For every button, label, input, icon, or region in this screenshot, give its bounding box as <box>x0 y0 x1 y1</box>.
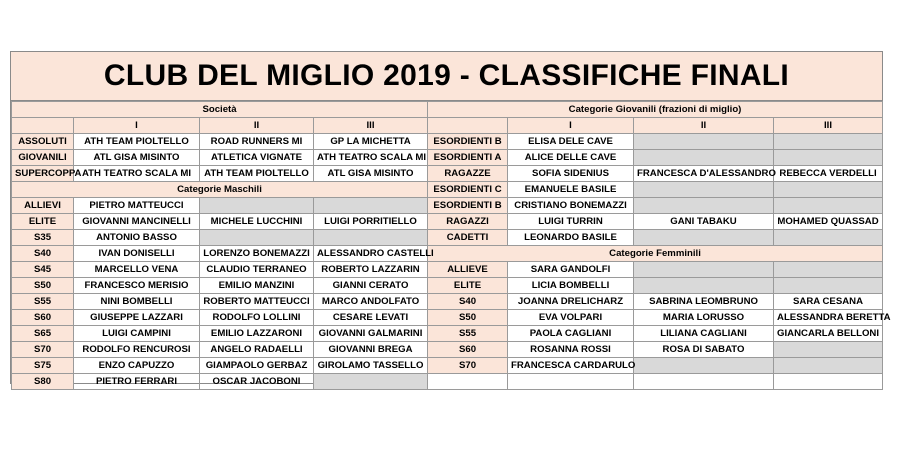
category-label: S70 <box>12 342 74 358</box>
result-cell: REBECCA VERDELLI <box>774 166 883 182</box>
result-cell: CESARE LEVATI <box>314 310 428 326</box>
result-cell: GP LA MICHETTA <box>314 134 428 150</box>
result-cell: GIANNI CERATO <box>314 278 428 294</box>
result-cell: MICHELE LUCCHINI <box>200 214 314 230</box>
category-label: CADETTI <box>428 230 508 246</box>
empty-cell <box>634 150 774 166</box>
result-cell: GIROLAMO TASSELLO <box>314 358 428 374</box>
blank-cell <box>634 374 774 390</box>
result-cell: ROBERTO LAZZARIN <box>314 262 428 278</box>
empty-cell <box>774 230 883 246</box>
left-col-header: I <box>74 118 200 134</box>
category-label: RAGAZZI <box>428 214 508 230</box>
result-cell: RODOLFO LOLLINI <box>200 310 314 326</box>
grid-row <box>12 134 883 150</box>
result-cell: ROAD RUNNERS MI <box>200 134 314 150</box>
result-cell: LUIGI CAMPINI <box>74 326 200 342</box>
result-cell: ROSANNA ROSSI <box>508 342 634 358</box>
result-cell: EMANUELE BASILE <box>508 182 634 198</box>
grid-row <box>12 118 883 134</box>
left-col-header: III <box>314 118 428 134</box>
grid-row <box>12 326 883 342</box>
result-cell: ATL GISA MISINTO <box>314 166 428 182</box>
result-cell: GANI TABAKU <box>634 214 774 230</box>
empty-cell <box>634 358 774 374</box>
grid-row <box>12 230 883 246</box>
empty-cell <box>774 262 883 278</box>
empty-cell <box>774 134 883 150</box>
category-label: ELITE <box>428 278 508 294</box>
category-label: S50 <box>428 310 508 326</box>
category-label: S75 <box>12 358 74 374</box>
result-cell: ANGELO RADAELLI <box>200 342 314 358</box>
result-cell: CRISTIANO BONEMAZZI <box>508 198 634 214</box>
result-cell: MARCELLO VENA <box>74 262 200 278</box>
result-cell: SABRINA LEOMBRUNO <box>634 294 774 310</box>
empty-cell <box>314 374 428 390</box>
result-cell: MARCO ANDOLFATO <box>314 294 428 310</box>
grid-row <box>12 246 883 262</box>
grid-row <box>12 150 883 166</box>
result-cell: FRANCESCA D'ALESSANDRO <box>634 166 774 182</box>
result-cell: EVA VOLPARI <box>508 310 634 326</box>
grid-row <box>12 294 883 310</box>
result-cell: RODOLFO RENCUROSI <box>74 342 200 358</box>
category-label: S60 <box>12 310 74 326</box>
category-label: S50 <box>12 278 74 294</box>
empty-cell <box>634 262 774 278</box>
societa-section-header: Società <box>12 102 428 118</box>
result-cell: LEONARDO BASILE <box>508 230 634 246</box>
left-col-header: II <box>200 118 314 134</box>
result-cell: JOANNA DRELICHARZ <box>508 294 634 310</box>
category-label: SUPERCOPPA <box>12 166 74 182</box>
category-label: S40 <box>12 246 74 262</box>
result-cell: ROBERTO MATTEUCCI <box>200 294 314 310</box>
result-cell: CLAUDIO TERRANEO <box>200 262 314 278</box>
empty-cell <box>634 230 774 246</box>
result-cell: GIOVANNI BREGA <box>314 342 428 358</box>
right-col-header: I <box>508 118 634 134</box>
giovanili-section-header: Categorie Giovanili (frazioni di miglio) <box>428 102 883 118</box>
blank-cell <box>774 374 883 390</box>
results-grid <box>11 101 891 390</box>
category-label: GIOVANILI <box>12 150 74 166</box>
grid-row <box>12 358 883 374</box>
category-label: RAGAZZE <box>428 166 508 182</box>
result-cell: OSCAR JACOBONI <box>200 374 314 390</box>
result-cell: PIETRO FERRARI <box>74 374 200 390</box>
result-cell: SOFIA SIDENIUS <box>508 166 634 182</box>
right-col-header: II <box>634 118 774 134</box>
grid-row <box>12 166 883 182</box>
result-cell: ALICE DELLE CAVE <box>508 150 634 166</box>
category-label: S60 <box>428 342 508 358</box>
result-cell: GIANCARLA BELLONI <box>774 326 883 342</box>
category-label: ALLIEVE <box>428 262 508 278</box>
category-label: ESORDIENTI C <box>428 182 508 198</box>
sheet-title: CLUB DEL MIGLIO 2019 - CLASSIFICHE FINALI <box>11 52 882 101</box>
result-cell: EMILIO LAZZARONI <box>200 326 314 342</box>
category-label: ASSOLUTI <box>12 134 74 150</box>
blank-cell <box>428 374 508 390</box>
category-label: S70 <box>428 358 508 374</box>
category-label: S40 <box>428 294 508 310</box>
empty-cell <box>774 278 883 294</box>
result-cell: ALESSANDRA BERETTA <box>774 310 883 326</box>
empty-cell <box>200 230 314 246</box>
right-col-header: III <box>774 118 883 134</box>
result-cell: ELISA DELE CAVE <box>508 134 634 150</box>
empty-cell <box>314 198 428 214</box>
result-cell: GIUSEPPE LAZZARI <box>74 310 200 326</box>
result-cell: GIAMPAOLO GERBAZ <box>200 358 314 374</box>
result-cell: GIOVANNI MANCINELLI <box>74 214 200 230</box>
empty-cell <box>634 182 774 198</box>
result-cell: ENZO CAPUZZO <box>74 358 200 374</box>
empty-cell <box>774 342 883 358</box>
result-cell: ATH TEATRO SCALA MI <box>314 150 428 166</box>
classifiche-sheet <box>10 51 891 387</box>
empty-cell <box>774 182 883 198</box>
grid-row <box>12 214 883 230</box>
corner-cell <box>428 118 508 134</box>
result-cell: LICIA BOMBELLI <box>508 278 634 294</box>
result-cell: ATLETICA VIGNATE <box>200 150 314 166</box>
grid-row <box>12 102 883 118</box>
result-cell: IVAN DONISELLI <box>74 246 200 262</box>
result-cell: ATH TEAM PIOLTELLO <box>200 166 314 182</box>
result-cell: FRANCESCA CARDARULO <box>508 358 634 374</box>
result-cell: LUIGI PORRITIELLO <box>314 214 428 230</box>
category-label: S55 <box>12 294 74 310</box>
result-cell: LILIANA CAGLIANI <box>634 326 774 342</box>
category-label: ELITE <box>12 214 74 230</box>
result-cell: MOHAMED QUASSAD <box>774 214 883 230</box>
result-cell: ATH TEAM PIOLTELLO <box>74 134 200 150</box>
grid-row <box>12 262 883 278</box>
result-cell: ALESSANDRO CASTELLI <box>314 246 428 262</box>
result-cell: ANTONIO BASSO <box>74 230 200 246</box>
result-cell: ATL GISA MISINTO <box>74 150 200 166</box>
grid-row <box>12 278 883 294</box>
result-cell: ATH TEATRO SCALA MI <box>74 166 200 182</box>
result-cell: PIETRO MATTEUCCI <box>74 198 200 214</box>
empty-cell <box>634 134 774 150</box>
empty-cell <box>200 198 314 214</box>
empty-cell <box>774 150 883 166</box>
result-cell: SARA CESANA <box>774 294 883 310</box>
category-label: S80 <box>12 374 74 390</box>
result-cell: PAOLA CAGLIANI <box>508 326 634 342</box>
result-cell: GIOVANNI GALMARINI <box>314 326 428 342</box>
result-cell: EMILIO MANZINI <box>200 278 314 294</box>
grid-row <box>12 342 883 358</box>
femminili-section-header: Categorie Femminili <box>428 246 883 262</box>
category-label: ESORDIENTI B <box>428 134 508 150</box>
category-label: ESORDIENTI B <box>428 198 508 214</box>
empty-cell <box>634 278 774 294</box>
grid-row <box>12 198 883 214</box>
category-label: S45 <box>12 262 74 278</box>
category-label: S65 <box>12 326 74 342</box>
empty-cell <box>634 198 774 214</box>
category-label: ALLIEVI <box>12 198 74 214</box>
category-label: ESORDIENTI A <box>428 150 508 166</box>
result-cell: SARA GANDOLFI <box>508 262 634 278</box>
empty-cell <box>314 230 428 246</box>
grid-row <box>12 374 883 390</box>
empty-cell <box>774 198 883 214</box>
result-cell: ROSA DI SABATO <box>634 342 774 358</box>
grid-row <box>12 182 883 198</box>
result-cell: MARIA LORUSSO <box>634 310 774 326</box>
category-label: S35 <box>12 230 74 246</box>
corner-cell <box>12 118 74 134</box>
empty-cell <box>774 358 883 374</box>
blank-cell <box>508 374 634 390</box>
grid-row <box>12 310 883 326</box>
category-label: S55 <box>428 326 508 342</box>
result-cell: LUIGI TURRIN <box>508 214 634 230</box>
result-cell: FRANCESCO MERISIO <box>74 278 200 294</box>
result-cell: NINI BOMBELLI <box>74 294 200 310</box>
maschili-section-header: Categorie Maschili <box>12 182 428 198</box>
result-cell: LORENZO BONEMAZZI <box>200 246 314 262</box>
